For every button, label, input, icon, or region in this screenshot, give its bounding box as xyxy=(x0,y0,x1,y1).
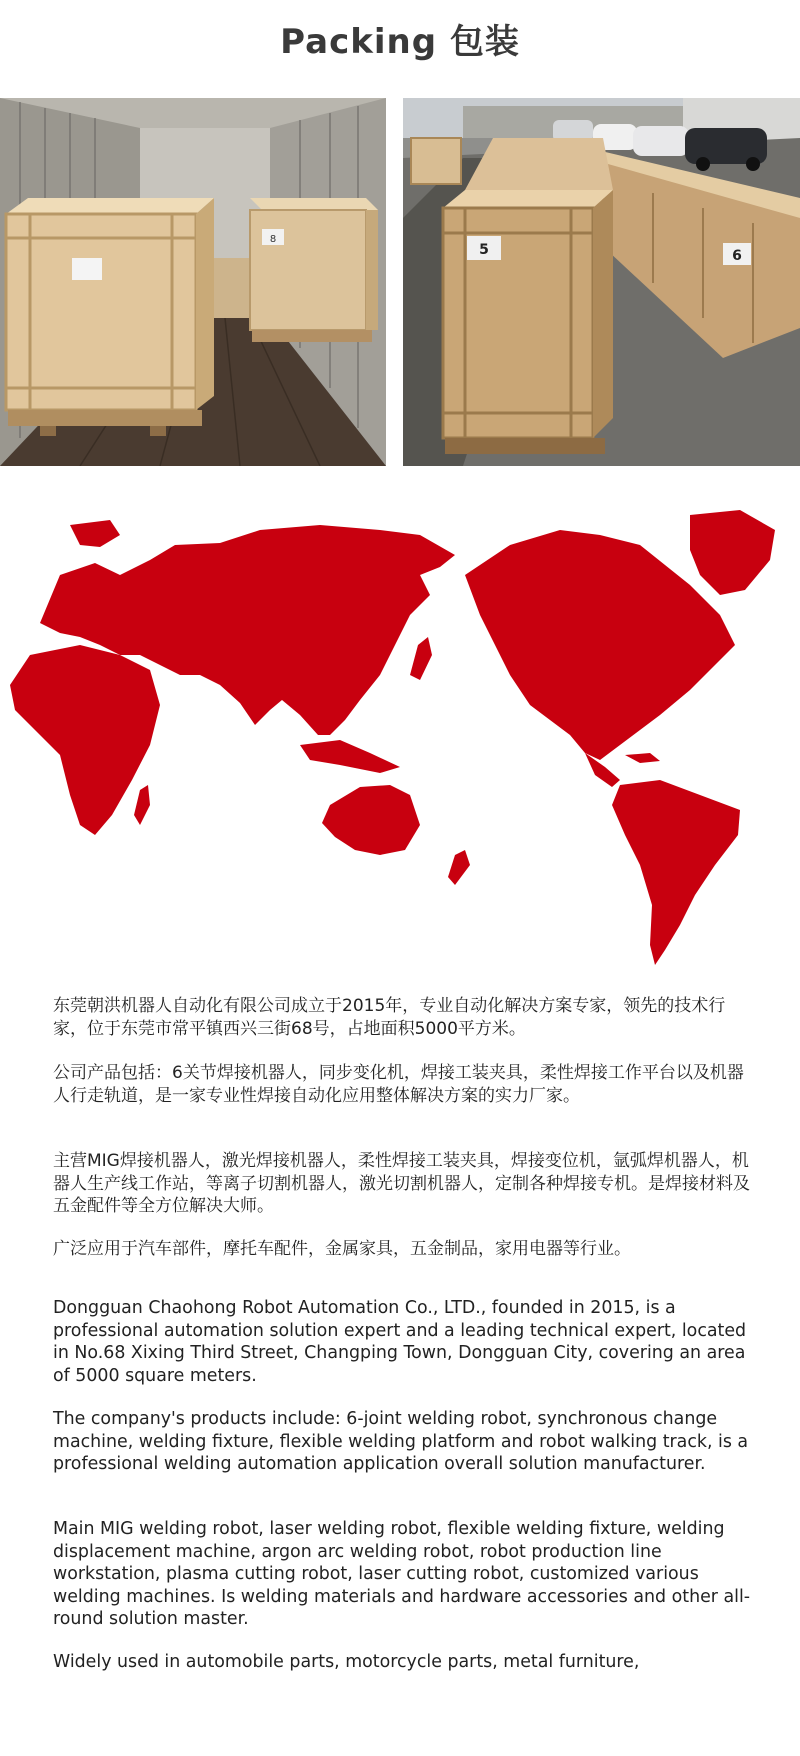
page-title: Packing 包装 xyxy=(280,22,520,62)
description-en-2: The company's products include: 6-joint welding robot, synchronous change machine, welding fixture, flexible welding platform and robot walking track, is a professional welding automation application overall solution manufacturer. xyxy=(53,1409,749,1474)
description-en-4: Widely used in automobile parts, motorcycle parts, metal furniture, xyxy=(53,1652,640,1672)
crate-number-label: 6 xyxy=(732,248,742,264)
packing-photo-outdoor xyxy=(403,98,800,466)
description-zh-4: 广泛应用于汽车部件，摩托车配件，金属家具，五金制品，家用电器等行业。 xyxy=(53,1239,631,1259)
description-zh-2: 公司产品包括：6关节焊接机器人，同步变化机，焊接工装夹具，柔性焊接工作平台以及机器人行走轨道，是一家专业性焊接自动化应用整体解决方案的实力厂家。 xyxy=(53,1063,744,1106)
world-map xyxy=(0,505,800,975)
crate-number-label: 5 xyxy=(479,242,489,258)
description-zh-1: 东莞朝洪机器人自动化有限公司成立于2015年，专业自动化解决方案专家，领先的技术行家，位于东莞市常平镇西兴三街68号，占地面积5000平方米。 xyxy=(53,996,726,1039)
description-zh-3: 主营MIG焊接机器人，激光焊接机器人，柔性焊接工装夹具，焊接变位机，氩弧焊机器人，机器人生产线工作站，等离子切割机器人，激光切割机器人，定制各种焊接专机。是焊接材料及五金配件等全方位解决大师。 xyxy=(53,1151,750,1216)
description-en-1: Dongguan Chaohong Robot Automation Co., LTD., founded in 2015, is a professional automation solution expert and a leading technical expert, located in No.68 Xixing Third Street, Changping Town, Dongguan City, covering an area of 5000 square meters. xyxy=(53,1298,747,1386)
crate-number-label: 8 xyxy=(269,234,277,245)
packing-photo-container xyxy=(0,98,386,466)
description-en-3: Main MIG welding robot, laser welding robot, flexible welding fixture, welding displacement machine, argon arc welding robot, robot production line workstation, plasma cutting robot, laser cutting robot, customized various welding machines. Is welding materials and hardware accessories and other all-round solution master. xyxy=(53,1519,751,1629)
